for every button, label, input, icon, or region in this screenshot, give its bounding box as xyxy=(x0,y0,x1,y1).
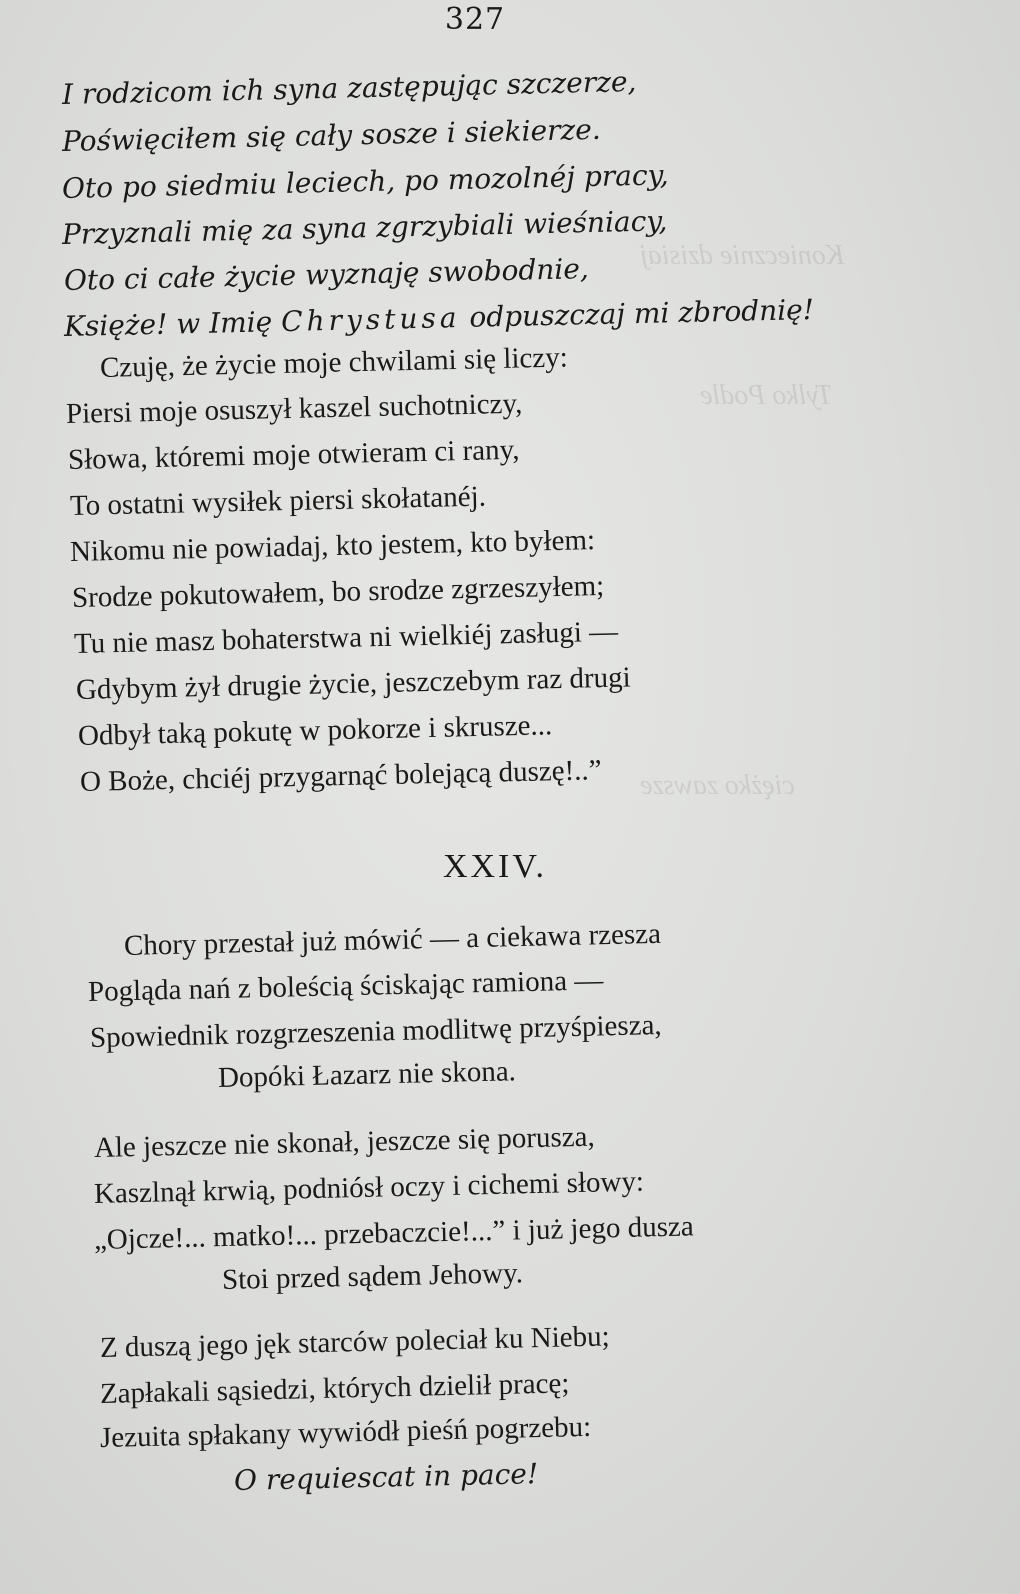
verse-line: Czuję, że życie moje chwilami się liczy: xyxy=(99,341,569,384)
verse-line: Gdybym żył drugie życie, jeszczebym raz drugi xyxy=(75,661,632,706)
verse-line: Dopóki Łazarz nie skona. xyxy=(217,1055,517,1094)
verse-line: Słowa, któremi moje otwieram ci rany, xyxy=(67,433,520,476)
invocation-name: Chrystusa xyxy=(280,301,461,339)
verse-line: Pogląda nań z boleścią ściskając ramiona — xyxy=(87,964,604,1008)
verse-line: Chory przestał już mówić — a ciekawa rzesza xyxy=(123,917,662,962)
verse-line: Oto ci całe życie wyznaję swobodnie, xyxy=(63,252,590,297)
verse-line: Ale jeszcze nie skonał, jeszcze się porusza, xyxy=(93,1120,596,1164)
verse-line: Poświęciłem się cały sosze i siekierze. xyxy=(61,112,602,158)
verse-line: Oto po siedmiu leciech, po mozolnéj pracy, xyxy=(61,158,669,205)
verse-line: Nikomu nie powiadaj, kto jestem, kto byłem: xyxy=(69,524,596,568)
verse-line: I rodzicom ich syna zastępując szczerze, xyxy=(61,64,637,111)
verse-line: O Boże, chciéj przygarnąć bolejącą duszę!..” xyxy=(79,754,602,798)
invocation-before: Księże! w Imię xyxy=(63,305,282,343)
verse-line: Przyznali mię za syna zgrzybiali wieśniacy, xyxy=(61,204,668,251)
section-heading: XXIV. xyxy=(442,848,548,885)
verse-line: Srodze pokutowałem, bo srodze zgrzeszyłem; xyxy=(71,569,605,614)
verse-line: „Ojcze!... matko!... przebaczcie!...” i już jego dusza xyxy=(93,1210,695,1256)
verse-line: Spowiednik rozgrzeszenia modlitwę przyśpiesza, xyxy=(89,1009,662,1054)
verse-line: Kaszlnął krwią, podniósł oczy i cichemi słowy: xyxy=(93,1165,645,1210)
verse-line: Jezuita spłakany wywiódł pieśń pogrzebu: xyxy=(99,1410,592,1454)
page-number: 327 xyxy=(444,2,506,37)
show-through-text: Tylko Podle xyxy=(700,380,833,411)
verse-line: Z duszą jego jęk starców poleciał ku Niebu; xyxy=(99,1320,610,1364)
verse-line: To ostatni wysiłek piersi skołatanéj. xyxy=(69,480,487,522)
verse-line-invocation xyxy=(64,293,815,343)
verse-line: Odbył taką pokutę w pokorze i skrusze... xyxy=(77,709,553,752)
verse-line: Stoi przed sądem Jehowy. xyxy=(221,1257,524,1296)
show-through-text: ciężko zawsze xyxy=(640,770,795,801)
invocation-after: odpuszczaj mi zbrodnię! xyxy=(460,292,815,334)
show-through-text: Koniecznie dzisiaj xyxy=(640,240,845,271)
verse-line: Piersi moje osuszył kaszel suchotniczy, xyxy=(65,387,523,430)
verse-line: Tu nie masz bohaterstwa ni wielkiéj zasługi — xyxy=(73,615,619,660)
verse-line: Zapłakali sąsiedzi, których dzielił pracę; xyxy=(99,1367,570,1410)
verse-line-latin: O requiescat in pace! xyxy=(233,1457,539,1497)
